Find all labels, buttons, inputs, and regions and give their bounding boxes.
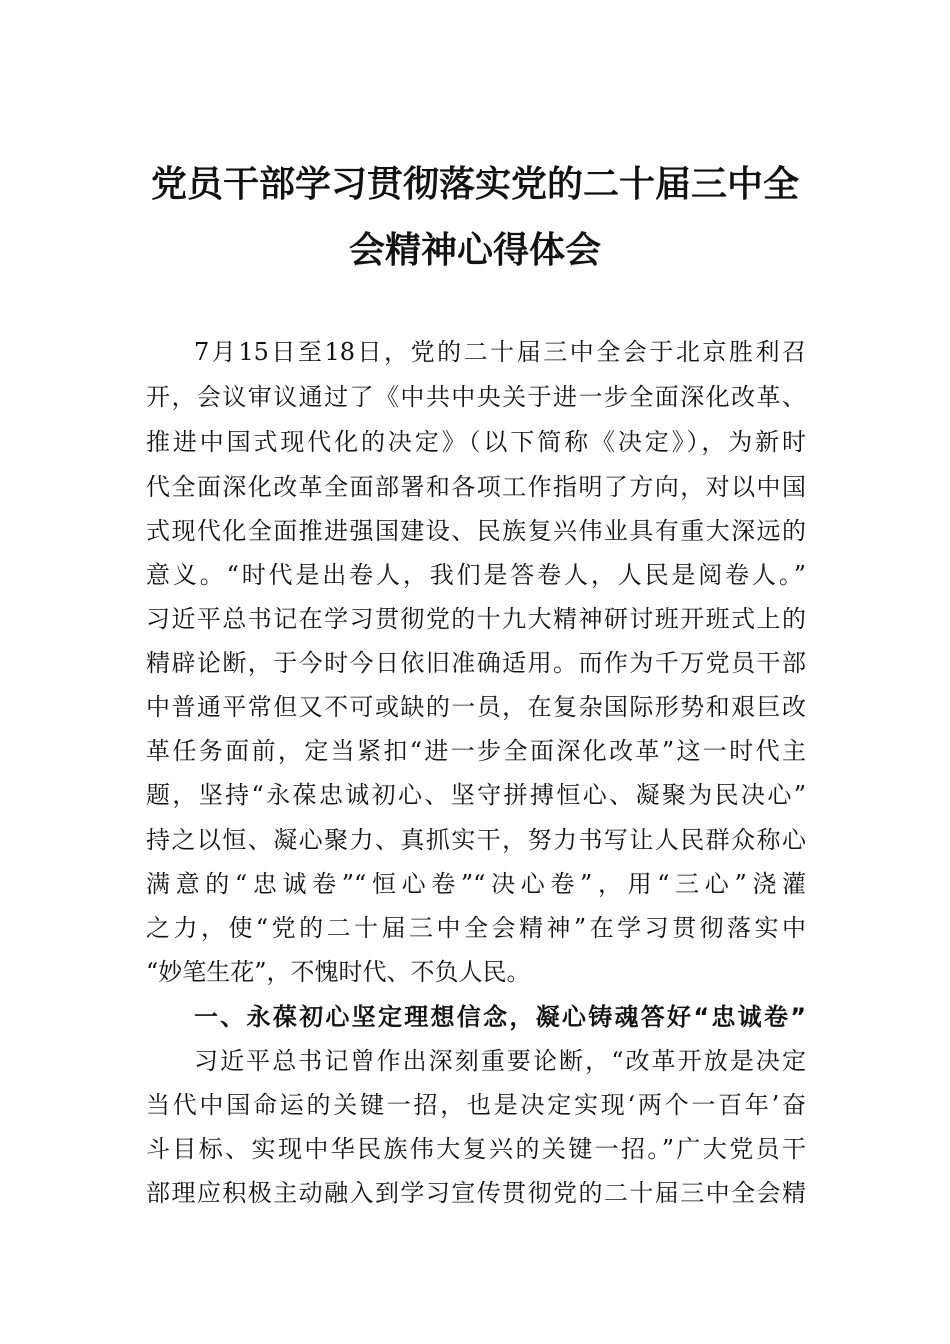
document-title-line-1: 党员干部学习贯彻落实党的二十届三中全: [150, 163, 799, 205]
paragraph-2-line: 当代中国命运的关键一招，也是决定实现‘两个一百年’奋: [146, 1091, 806, 1119]
paragraph-1-line: 满意的“忠诚卷”“恒心卷”“决心卷”，用“三心”浇灌: [146, 870, 806, 898]
paragraph-2-line: 习近平总书记曾作出深刻重要论断，“改革开放是决定: [194, 1047, 806, 1075]
section-1-heading: 一、永葆初心坚定理想信念，凝心铸魂答好“忠诚卷”: [194, 1003, 806, 1031]
paragraph-1-line: 持之以恒、凝心聚力、真抓实干，努力书写让人民群众称心: [146, 826, 806, 854]
paragraph-1-line: 中普通平常但又不可或缺的一员，在复杂国际形势和艰巨改: [146, 693, 806, 721]
document-title-line-2: 会精神心得体会: [348, 229, 601, 271]
paragraph-2-line: 斗目标、实现中华民族伟大复兴的关键一招。”广大党员干: [146, 1135, 806, 1163]
paragraph-1-line: 7月15日至18日，党的二十届三中全会于北京胜利召: [194, 338, 806, 366]
paragraph-1-line: “妙笔生花”，不愧时代、不负人民。: [146, 958, 531, 986]
paragraph-1-line: 革任务面前，定当紧扣“进一步全面深化改革”这一时代主: [146, 737, 806, 765]
paragraph-1-line: 意义。“时代是出卷人，我们是答卷人，人民是阅卷人。”: [146, 561, 806, 589]
paragraph-1-line: 代全面深化改革全面部署和各项工作指明了方向，对以中国: [146, 473, 806, 501]
paragraph-1-line: 之力，使“党的二十届三中全会精神”在学习贯彻落实中: [146, 914, 806, 942]
paragraph-1-line: 式现代化全面推进强国建设、民族复兴伟业具有重大深远的: [146, 517, 806, 545]
paragraph-1-line: 推进中国式现代化的决定》（以下简称《决定》），为新时: [146, 428, 806, 456]
paragraph-1-line: 精辟论断，于今时今日依旧准确适用。而作为千万党员干部: [146, 649, 806, 677]
paragraph-1-line: 题，坚持“永葆忠诚初心、坚守拼搏恒心、凝聚为民决心”: [146, 781, 806, 809]
paragraph-1-line: 习近平总书记在学习贯彻党的十九大精神研讨班开班式上的: [146, 605, 806, 633]
paragraph-1-line: 开，会议审议通过了《中共中央关于进一步全面深化改革、: [146, 383, 806, 411]
paragraph-2-line: 部理应积极主动融入到学习宣传贯彻党的二十届三中全会精: [146, 1179, 806, 1207]
